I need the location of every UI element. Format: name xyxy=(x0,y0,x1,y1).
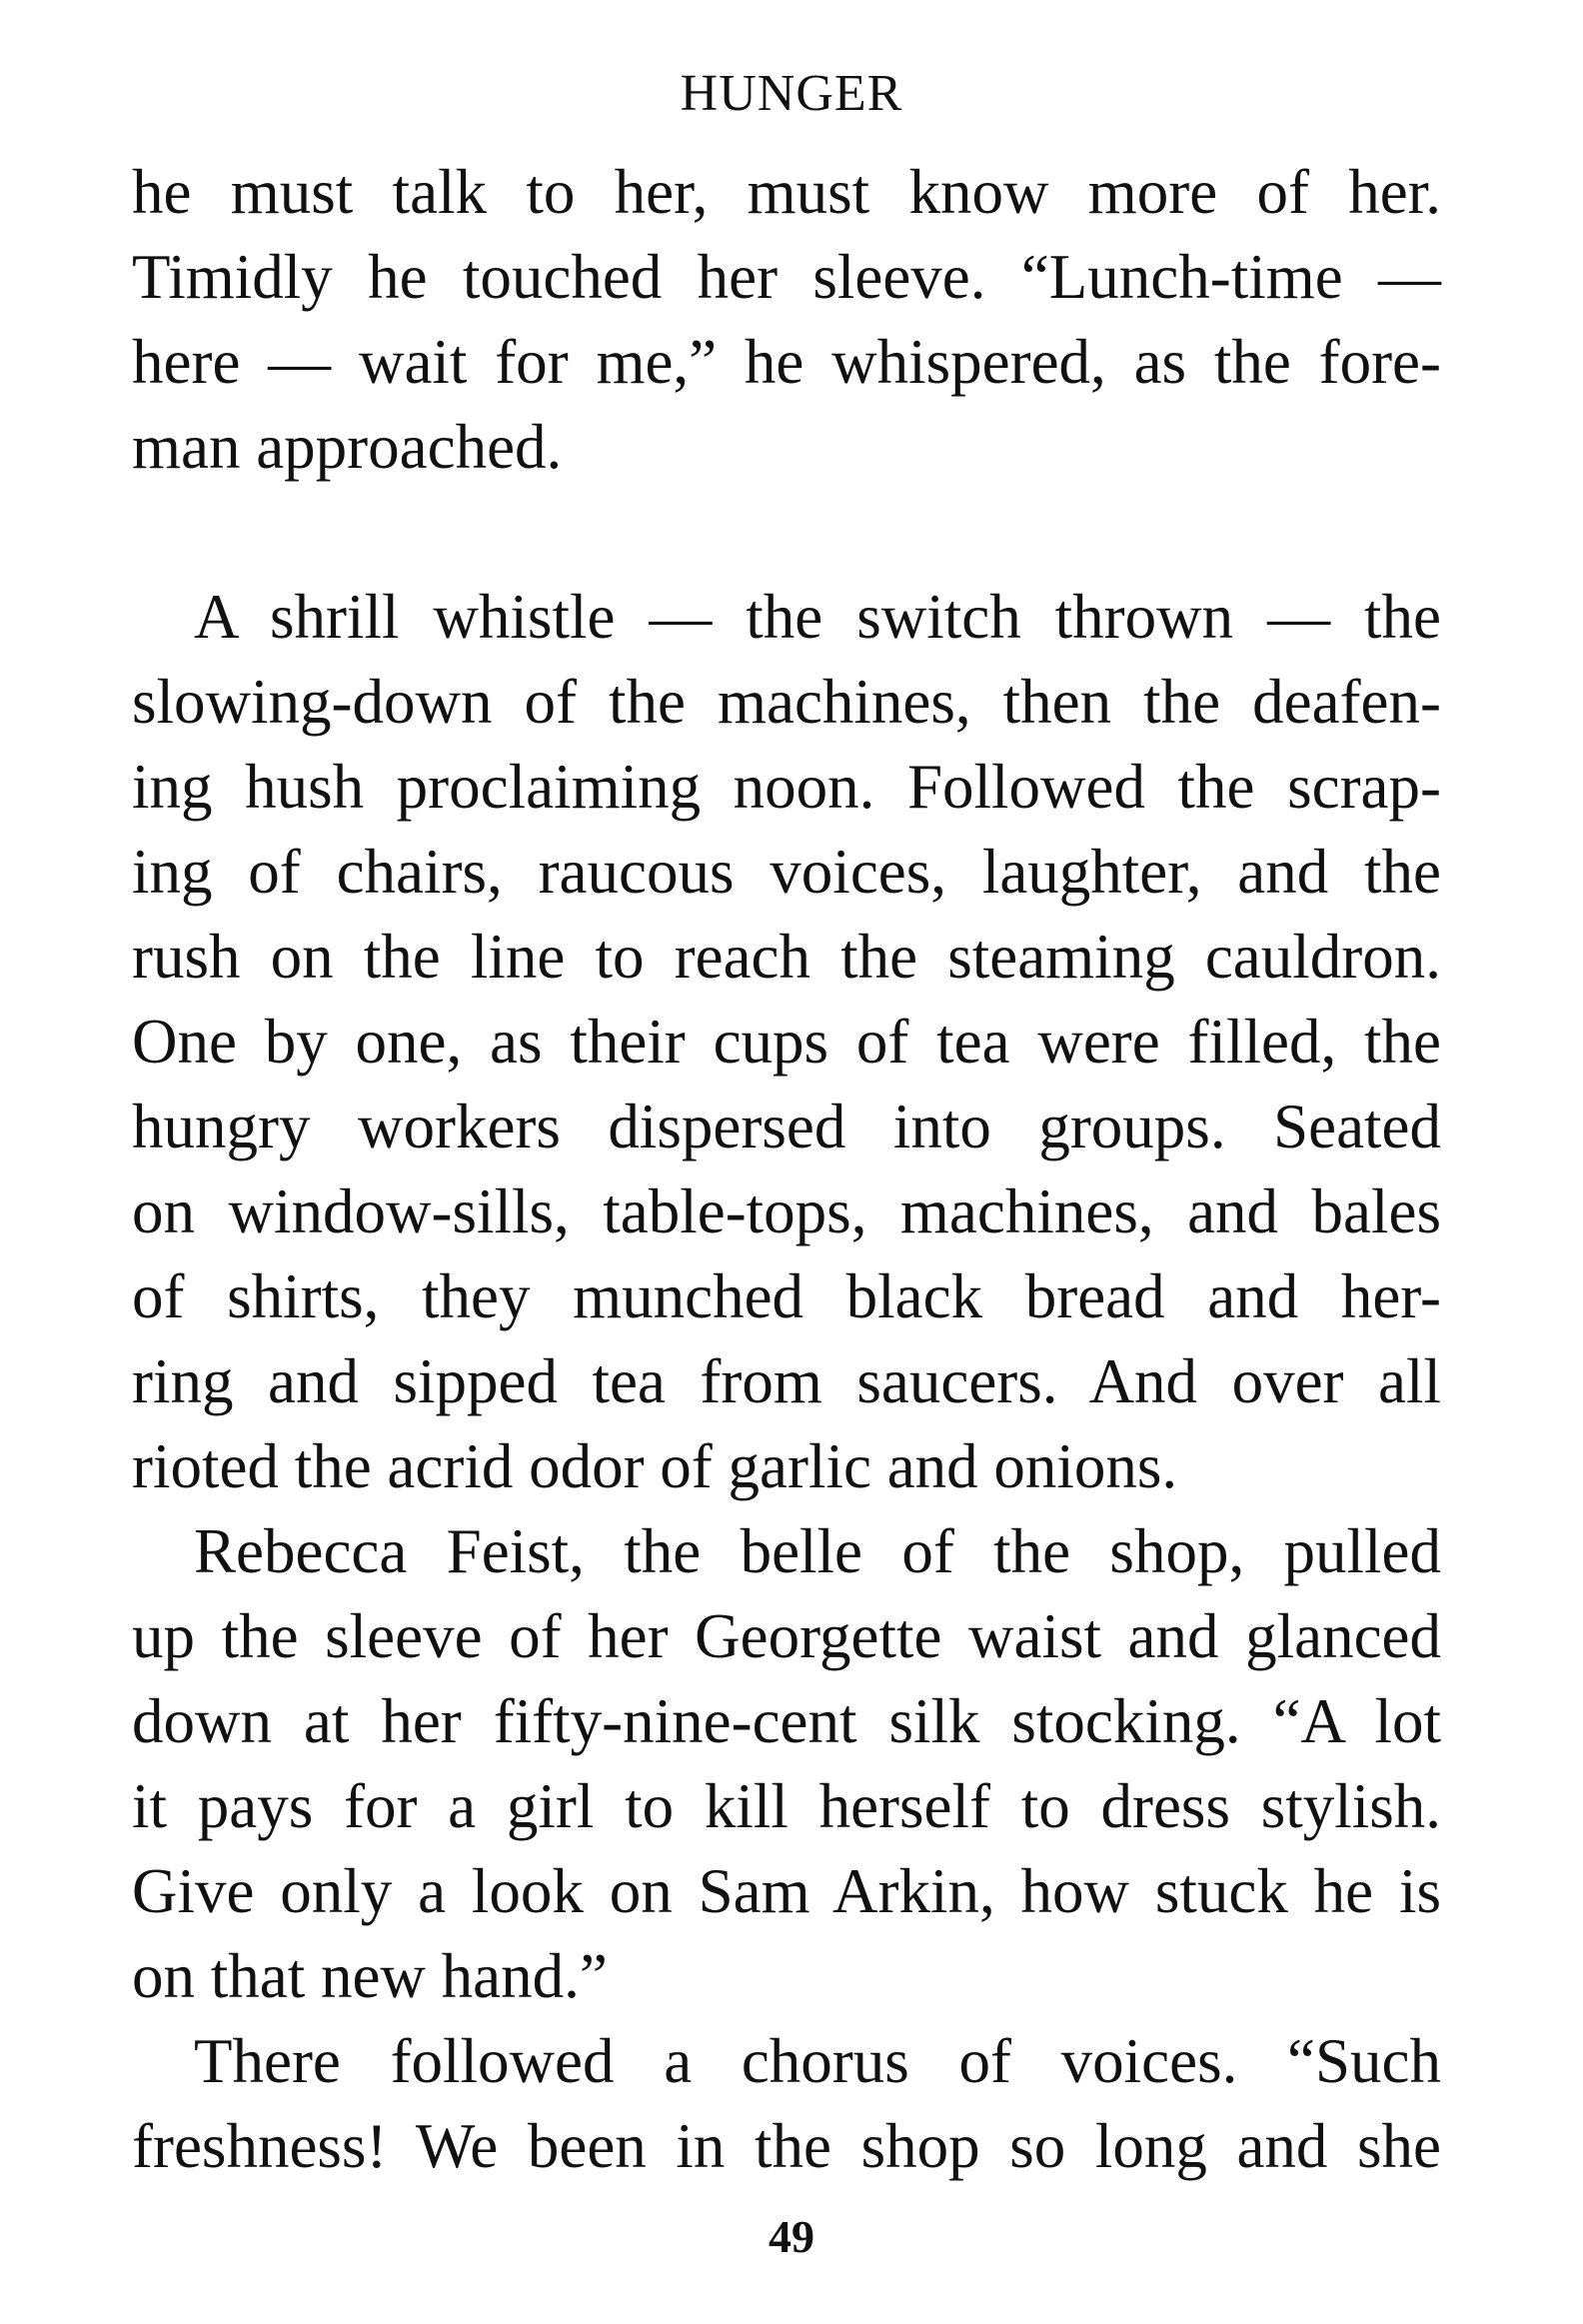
text-line: down at her fifty-nine-cent silk stocking. “A lot xyxy=(132,1686,1441,1756)
text-line: of shirts, they munched black bread and her- xyxy=(132,1261,1441,1331)
text-line: it pays for a girl to kill herself to dress stylish. xyxy=(132,1771,1441,1841)
text-line: slowing-down of the machines, then the deafen- xyxy=(132,667,1441,737)
text-line: on window-sills, table-tops, machines, and bales xyxy=(132,1176,1441,1246)
text-line: ing hush proclaiming noon. Followed the scrap- xyxy=(132,752,1441,822)
paragraph-3 xyxy=(132,1509,1441,2019)
text-line: A shrill whistle — the switch thrown — the xyxy=(194,582,1441,652)
running-head: HUNGER xyxy=(680,65,903,122)
text-line: There followed a chorus of voices. “Such xyxy=(194,2026,1441,2096)
text-line: hungry workers dispersed into groups. Seated xyxy=(132,1092,1441,1162)
text-line: ing of chairs, raucous voices, laughter, and the xyxy=(132,837,1441,907)
text-line: here — wait for me,” he whispered, as the fore- xyxy=(132,327,1441,397)
text-line: he must talk to her, must know more of her. xyxy=(132,157,1441,227)
page-number: 49 xyxy=(769,2211,814,2262)
text-line: ring and sipped tea from saucers. And over all xyxy=(132,1346,1441,1416)
text-line: freshness! We been in the shop so long and she xyxy=(132,2111,1441,2181)
text-line: rush on the line to reach the steaming cauldron. xyxy=(132,922,1441,992)
paragraph-2 xyxy=(132,575,1441,1509)
text-line: One by one, as their cups of tea were filled, the xyxy=(132,1007,1441,1077)
text-line: Give only a look on Sam Arkin, how stuck he is xyxy=(132,1856,1441,1926)
text-line: Rebecca Feist, the belle of the shop, pulled xyxy=(194,1516,1441,1586)
text-line: Timidly he touched her sleeve. “Lunch-time — xyxy=(132,242,1441,312)
text-line: man approached. xyxy=(132,412,563,482)
text-line: on that new hand.” xyxy=(132,1941,608,2011)
text-line: rioted the acrid odor of garlic and onions. xyxy=(132,1431,1178,1501)
text-line: up the sleeve of her Georgette waist and glanced xyxy=(132,1601,1441,1671)
paragraph-1 xyxy=(132,150,1441,490)
paragraph-4 xyxy=(132,2019,1441,2189)
body-text xyxy=(132,150,1441,2189)
section-break xyxy=(132,490,1441,575)
